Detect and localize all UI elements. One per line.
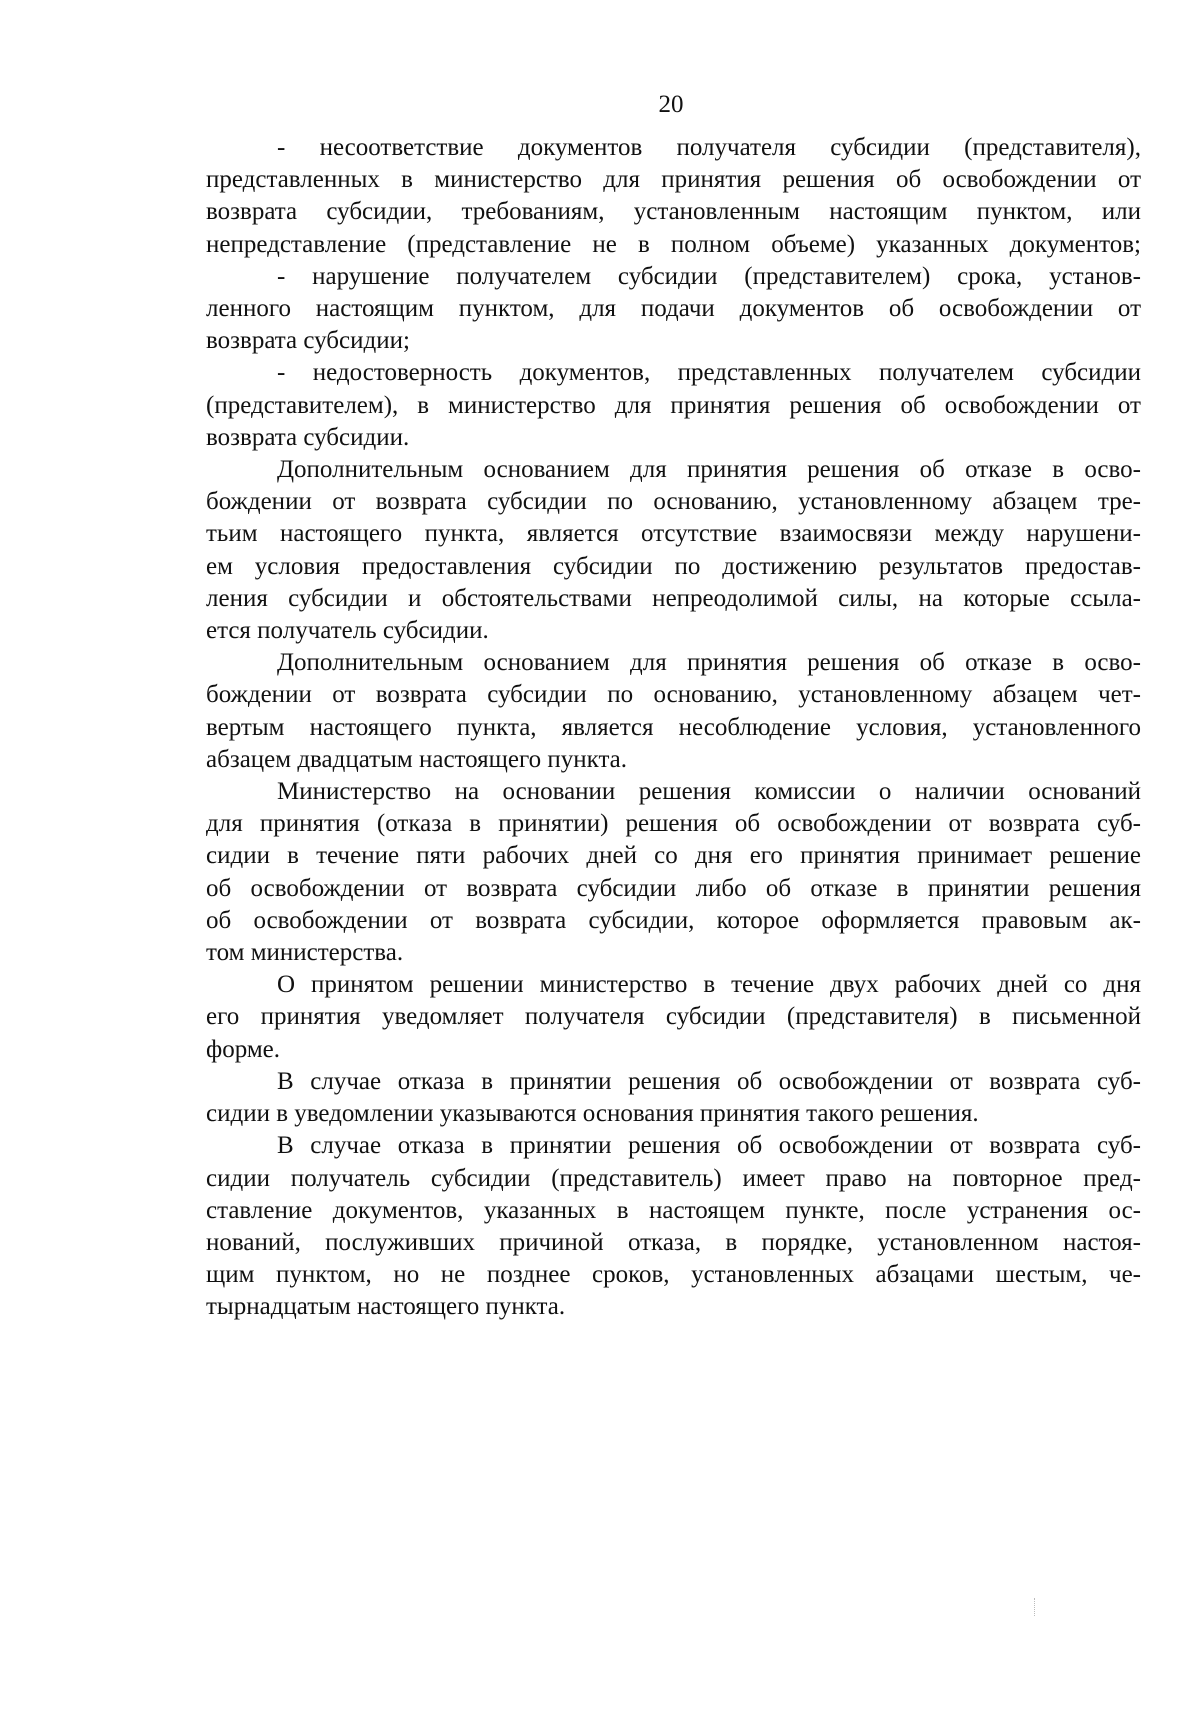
text-line: В случае отказа в принятии решения об освобождении от возврата суб- xyxy=(277,1067,1141,1095)
text-line: непредставление (представление не в полном объеме) указанных документов; xyxy=(206,230,1141,258)
text-line: вертым настоящего пункта, является несоблюдение условия, установленного xyxy=(206,713,1141,741)
text-line: сидии в уведомлении указываются основания принятия такого решения. xyxy=(206,1100,979,1128)
text-line: сидии в течение пяти рабочих дней со дня его принятия принимает решение xyxy=(206,842,1141,870)
text-line: Дополнительным основанием для принятия решения об отказе в осво- xyxy=(277,649,1141,677)
text-line: сидии получатель субсидии (представитель) имеет право на повторное пред- xyxy=(206,1164,1141,1192)
text-line: форме. xyxy=(206,1035,280,1063)
document-body xyxy=(206,132,1141,1324)
text-line: О принятом решении министерство в течение двух рабочих дней со дня xyxy=(277,971,1141,999)
text-line: ставление документов, указанных в настоящем пункте, после устранения ос- xyxy=(206,1196,1141,1224)
page-number: 20 xyxy=(658,91,684,118)
text-line: Министерство на основании решения комиссии о наличии оснований xyxy=(277,778,1141,806)
text-line: тырнадцатым настоящего пункта. xyxy=(206,1293,566,1321)
text-line: - несоответствие документов получателя субсидии (представителя), xyxy=(277,134,1141,161)
text-line: нований, послуживших причиной отказа, в порядке, установленном настоя- xyxy=(206,1228,1141,1256)
text-line: возврата субсидии; xyxy=(206,327,410,355)
text-line: возврата субсидии, требованиям, установленным настоящим пунктом, или xyxy=(206,198,1141,226)
text-line: ем условия предоставления субсидии по достижению результатов предостав- xyxy=(206,552,1141,580)
text-line: бождении от возврата субсидии по основанию, установленному абзацем тре- xyxy=(206,488,1141,516)
text-line: щим пунктом, но не позднее сроков, установленных абзацами шестым, че- xyxy=(206,1261,1141,1289)
text-line: В случае отказа в принятии решения об освобождении от возврата суб- xyxy=(277,1132,1141,1160)
text-line: (представителем), в министерство для принятия решения об освобождении от xyxy=(206,391,1141,419)
text-line: ленного настоящим пунктом, для подачи документов об освобождении от xyxy=(206,295,1141,323)
text-line: - нарушение получателем субсидии (представителем) срока, установ- xyxy=(277,262,1141,290)
text-line: возврата субсидии. xyxy=(206,423,410,451)
text-line: об освобождении от возврата субсидии, которое оформляется правовым ак- xyxy=(206,906,1141,934)
text-line: абзацем двадцатым настоящего пункта. xyxy=(206,745,628,773)
text-line: том министерства. xyxy=(206,939,404,967)
text-line: его принятия уведомляет получателя субсидии (представителя) в письменной xyxy=(206,1003,1141,1031)
scan-artifact xyxy=(1034,1598,1036,1616)
text-line: для принятия (отказа в принятии) решения об освобождении от возврата суб- xyxy=(206,810,1141,838)
text-line: бождении от возврата субсидии по основанию, установленному абзацем чет- xyxy=(206,681,1141,709)
text-line: представленных в министерство для принятия решения об освобождении от xyxy=(206,166,1141,194)
text-line: Дополнительным основанием для принятия решения об отказе в осво- xyxy=(277,456,1141,484)
text-line: - недостоверность документов, представленных получателем субсидии xyxy=(277,359,1141,387)
text-line: ется получатель субсидии. xyxy=(206,617,489,645)
text-line: ления субсидии и обстоятельствами непреодолимой силы, на которые ссыла- xyxy=(206,584,1141,612)
text-line: тьим настоящего пункта, является отсутствие взаимосвязи между нарушени- xyxy=(206,520,1141,548)
text-line: об освобождении от возврата субсидии либо об отказе в принятии решения xyxy=(206,874,1141,902)
